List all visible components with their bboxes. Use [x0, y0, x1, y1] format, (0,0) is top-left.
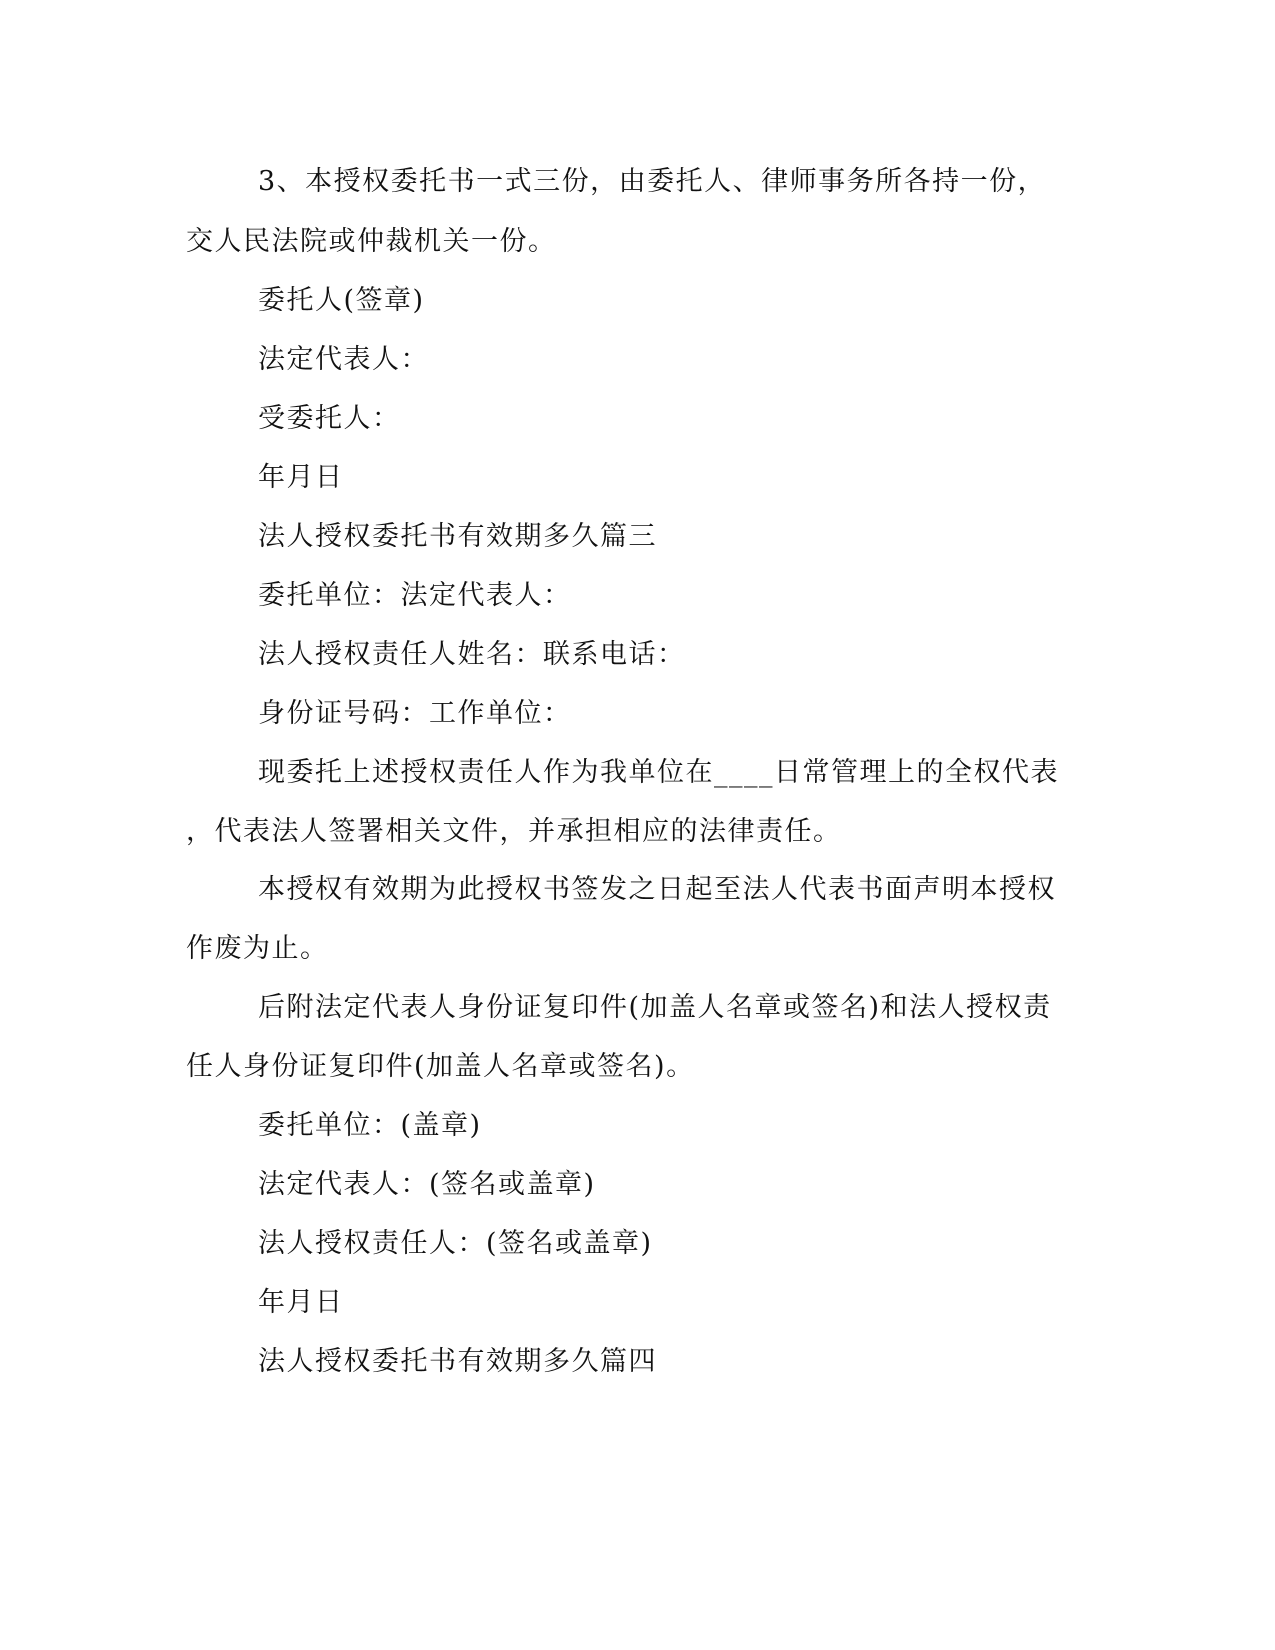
paragraph-entrust-line2: ，代表法人签署相关文件，并承担相应的法律责任。 [186, 816, 842, 847]
date-label: 年月日 [258, 462, 344, 493]
authorized-person-line: 法人授权责任人姓名：联系电话： [258, 639, 686, 670]
authorized-person-sign-line: 法人授权责任人：(签名或盖章) [258, 1228, 653, 1259]
entrusting-unit-line: 委托单位：法定代表人： [258, 580, 572, 611]
principal-signature-label: 委托人(签章) [258, 285, 425, 316]
paragraph-validity-line1: 本授权有效期为此授权书签发之日起至法人代表书面声明本授权 [258, 874, 1056, 905]
date-label-2: 年月日 [258, 1287, 344, 1318]
agent-label: 受委托人： [258, 403, 401, 434]
legal-representative-label: 法定代表人： [258, 344, 429, 375]
entrusting-unit-seal-line: 委托单位：(盖章) [258, 1110, 482, 1141]
id-number-line: 身份证号码：工作单位： [258, 698, 572, 729]
section-heading-part-three: 法人授权委托书有效期多久篇三 [258, 521, 657, 552]
paragraph-attachment-line2: 任人身份证复印件(加盖人名章或签名)。 [186, 1051, 695, 1082]
legal-representative-sign-line: 法定代表人：(签名或盖章) [258, 1169, 596, 1200]
paragraph-copies-line1: 3、本授权委托书一式三份，由委托人、律师事务所各持一份， [258, 166, 1047, 197]
paragraph-copies-line2: 交人民法院或仲裁机关一份。 [186, 226, 557, 257]
section-heading-part-four: 法人授权委托书有效期多久篇四 [258, 1346, 657, 1377]
paragraph-attachment-line1: 后附法定代表人身份证复印件(加盖人名章或签名)和法人授权责 [258, 992, 1052, 1023]
paragraph-entrust-line1: 现委托上述授权责任人作为我单位在____日常管理上的全权代表 [258, 757, 1059, 788]
paragraph-validity-line2: 作废为止。 [186, 933, 329, 964]
